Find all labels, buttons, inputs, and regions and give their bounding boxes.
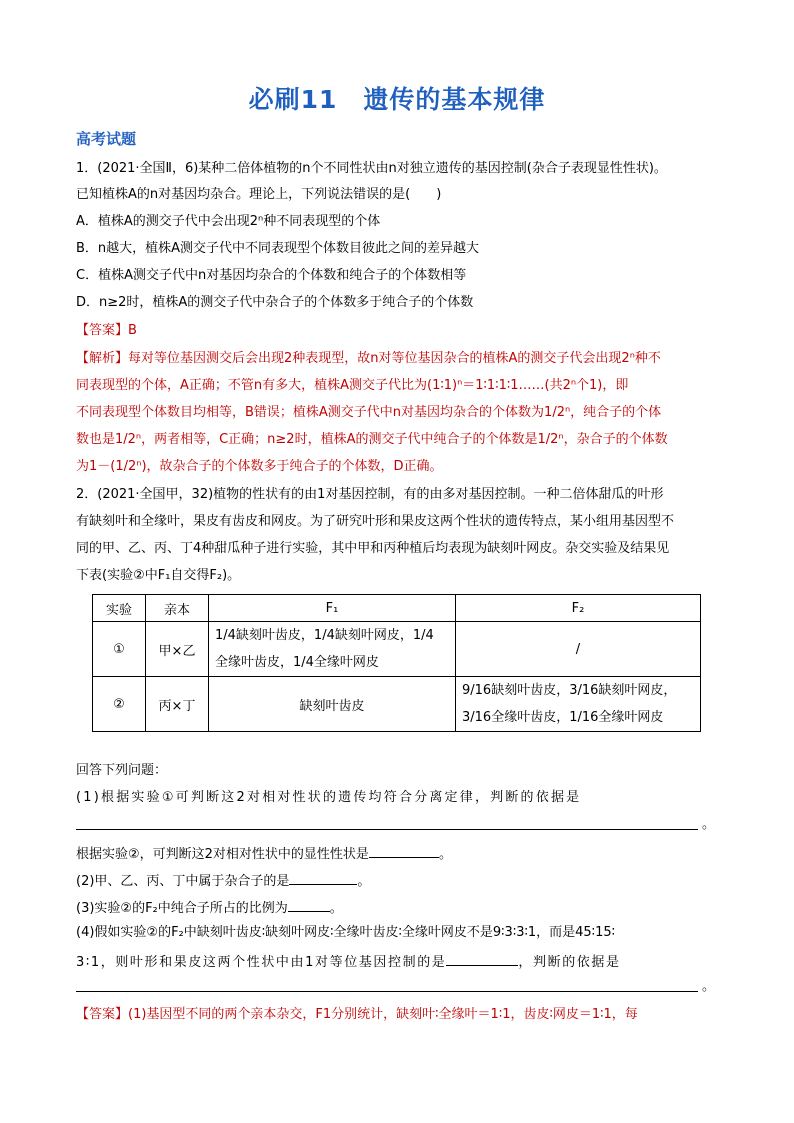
answer-blank bbox=[369, 843, 439, 858]
sub2-end: 。 bbox=[357, 874, 371, 889]
sub3-end: 。 bbox=[329, 901, 343, 916]
q2-stem-line1: 2．(2021·全国甲，32)植物的性状有的由1对基因控制，有的由多对基因控制。一种二倍体甜瓜的叶形 bbox=[76, 487, 664, 502]
cell-f2-line1: 9/16缺刻叶齿皮，3/16缺刻叶网皮， bbox=[462, 683, 677, 698]
q1-answer bbox=[76, 322, 137, 340]
q1-option-c: C．植株A测交子代中n对基因均杂合的个体数和纯合子的个体数相等 bbox=[76, 268, 467, 283]
q1-option-a: A．植株A的测交子代中会出现2ⁿ种不同表现型的个体 bbox=[76, 214, 381, 229]
q2-sub4-line1: (4)假如实验②的F₂中缺刻叶齿皮∶缺刻叶网皮∶全缘叶齿皮∶全缘叶网皮不是9∶3∶3∶1，而是45∶15∶ bbox=[76, 925, 615, 940]
header-f1: F₁ bbox=[209, 595, 456, 622]
q2-prompt: 回答下列问题： bbox=[76, 763, 168, 778]
analysis-text: 每对等位基因测交后会出现2种表现型，故n对等位基因杂合的植株A的测交子代会出现2ⁿ种不 bbox=[128, 351, 661, 366]
q1-analysis-line1 bbox=[76, 350, 661, 368]
section-heading: 高考试题 bbox=[76, 130, 137, 148]
q2-answer bbox=[76, 1006, 638, 1024]
cell-f2: / bbox=[456, 622, 701, 677]
q1-option-d: D．n≥2时，植株A的测交子代中杂合子的个体数多于纯合子的个体数 bbox=[76, 295, 474, 310]
header-experiment: 实验 bbox=[93, 595, 146, 622]
experiment-table bbox=[92, 594, 701, 732]
table-row bbox=[93, 622, 701, 677]
q1-option-b: B．n越大，植株A测交子代中不同表现型个体数目彼此之间的差异越大 bbox=[76, 241, 480, 256]
q2-sub1-end: 。 bbox=[702, 817, 716, 832]
sub4-mid: ，判断的依据是 bbox=[518, 955, 621, 970]
q1-stem-line1: 1．(2021·全国Ⅱ，6)某种二倍体植物的n个不同性状由n对独立遗传的基因控制(杂合子表现显性性状)。 bbox=[76, 161, 667, 176]
answer-text: (1)基因型不同的两个亲本杂交，F1分别统计，缺刻叶∶全缘叶＝1∶1，齿皮∶网皮＝1∶1，每 bbox=[128, 1007, 638, 1022]
q2-sub4-line2 bbox=[76, 951, 621, 972]
header-parents: 亲本 bbox=[146, 595, 209, 622]
answer-label: 【答案】 bbox=[76, 1007, 129, 1022]
answer-blank bbox=[76, 991, 698, 992]
page-title: 必刷11 遗传的基本规律 bbox=[248, 85, 546, 114]
answer-blank bbox=[446, 951, 518, 966]
q1-analysis-line3: 不同表现型个体数目均相等，B错误；植株A测交子代中n对基因均杂合的个体数为1/2ⁿ，纯合子的个体 bbox=[76, 405, 662, 420]
q1-analysis-line4: 数也是1/2ⁿ，两者相等，C正确；n≥2时，植株A的测交子代中纯合子的个体数是1/2ⁿ，杂合子的个体数 bbox=[76, 432, 668, 447]
q2-stem-line3: 同的甲、乙、丙、丁4种甜瓜种子进行实验，其中甲和丙种植后均表现为缺刻叶网皮。杂交实验及结果见 bbox=[76, 541, 670, 556]
answer-blank bbox=[289, 870, 357, 885]
answer-value: B bbox=[128, 323, 137, 338]
q1-analysis-line2: 同表现型的个体，A正确；不管n有多大，植株A测交子代比为(1∶1)ⁿ＝1∶1∶1∶1……(共2ⁿ个1)，即 bbox=[76, 378, 629, 393]
cell-f1: 缺刻叶齿皮 bbox=[209, 677, 456, 732]
cell-parents: 丙×丁 bbox=[146, 677, 209, 732]
table-row bbox=[93, 677, 701, 732]
q1-stem-line2: 已知植株A的n对基因均杂合。理论上，下列说法错误的是( ) bbox=[76, 187, 442, 202]
answer-label: 【答案】 bbox=[76, 323, 129, 338]
answer-blank bbox=[288, 897, 330, 912]
q2-sub1-line1: (1)根据实验①可判断这2对相对性状的遗传均符合分离定律，判断的依据是 bbox=[76, 790, 582, 805]
q1-analysis-line5: 为1－(1/2ⁿ)，故杂合子的个体数多于纯合子的个体数，D正确。 bbox=[76, 459, 443, 474]
sub3-text: (3)实验②的F₂中纯合子所占的比例为 bbox=[76, 901, 288, 916]
answer-blank bbox=[76, 829, 698, 830]
q2-sub3 bbox=[76, 897, 343, 918]
header-f2: F₂ bbox=[456, 595, 701, 622]
sub1-end: 。 bbox=[438, 847, 452, 862]
table-header-row bbox=[93, 595, 701, 622]
q2-sub1-line3 bbox=[76, 843, 452, 864]
sub2-text: (2)甲、乙、丙、丁中属于杂合子的是 bbox=[76, 874, 290, 889]
q2-stem-line2: 有缺刻叶和全缘叶，果皮有齿皮和网皮。为了研究叶形和果皮这两个性状的遗传特点，某小组用基因型不 bbox=[76, 514, 675, 529]
cell-f2 bbox=[456, 677, 701, 732]
cell-parents: 甲×乙 bbox=[146, 622, 209, 677]
cell-experiment: ② bbox=[93, 677, 146, 732]
q2-sub2 bbox=[76, 870, 370, 891]
q2-sub4-end: 。 bbox=[702, 979, 716, 994]
cell-f1-line1: 1/4缺刻叶齿皮，1/4缺刻叶网皮，1/4 bbox=[215, 628, 434, 643]
sub1-text: 根据实验②，可判断这2对相对性状中的显性性状是 bbox=[76, 847, 369, 862]
q2-stem-line4: 下表(实验②中F₁自交得F₂)。 bbox=[76, 568, 241, 583]
cell-f1-line2: 全缘叶齿皮，1/4全缘叶网皮 bbox=[215, 655, 379, 670]
sub4-text: 3∶1，则叶形和果皮这两个性状中由1对等位基因控制的是 bbox=[76, 955, 447, 970]
analysis-label: 【解析】 bbox=[76, 351, 129, 366]
cell-f1 bbox=[209, 622, 456, 677]
cell-f2-line2: 3/16全缘叶齿皮，1/16全缘叶网皮 bbox=[462, 710, 664, 725]
cell-experiment: ① bbox=[93, 622, 146, 677]
